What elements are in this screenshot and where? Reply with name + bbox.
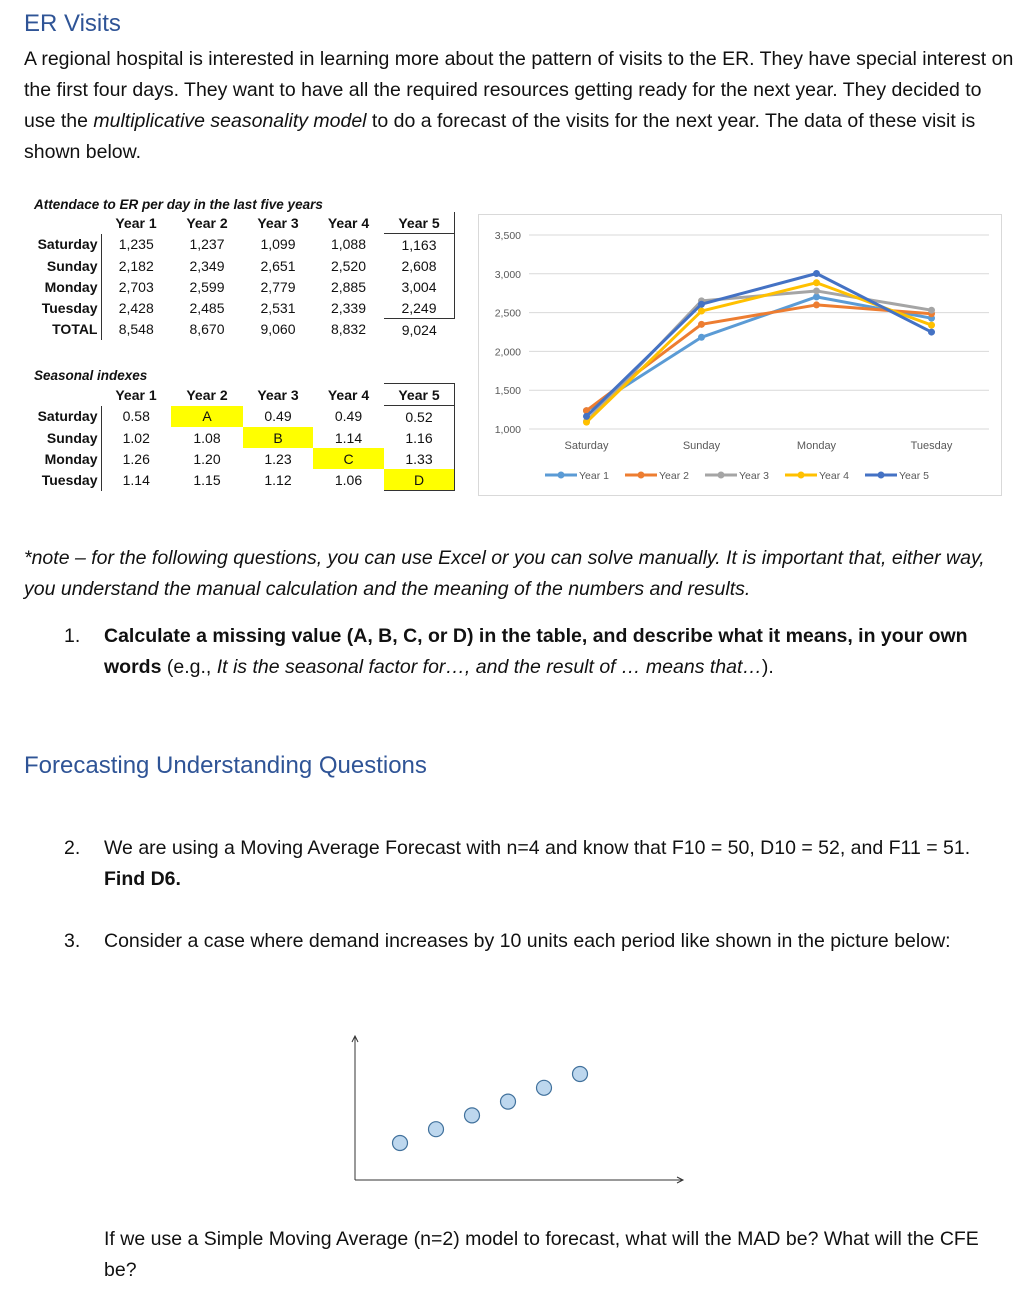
cell: 0.49: [264, 408, 292, 425]
cell: 2,885: [330, 278, 367, 295]
x-tick-label: Saturday: [564, 440, 609, 452]
table-row: [36, 427, 455, 448]
row-label: Monday: [36, 276, 101, 297]
legend-label: Year 5: [899, 470, 929, 482]
seasonal-table-block: [34, 368, 455, 491]
y-tick-label: 1,500: [494, 385, 521, 398]
question-number: 2.: [64, 837, 81, 859]
row-label: Tuesday: [36, 297, 101, 319]
question-text: [104, 833, 1014, 895]
cell: 2,339: [330, 299, 367, 316]
cell: 1.12: [264, 471, 292, 488]
demand-point: [429, 1122, 444, 1137]
cell: 9,060: [260, 321, 296, 338]
data-point: [813, 287, 820, 294]
row-label: Saturday: [36, 406, 101, 428]
cell: 2,779: [260, 278, 296, 295]
cell: 2,531: [260, 299, 296, 316]
cell: 1.14: [122, 471, 150, 488]
data-point: [928, 322, 935, 329]
legend-label: Year 2: [659, 470, 689, 482]
data-point: [928, 329, 935, 336]
attendance-title: Attendace to ER per day in the last five years: [34, 197, 323, 212]
col-header: Year 3: [257, 214, 299, 231]
cell: 1.33: [384, 448, 455, 469]
series-line: [587, 305, 932, 411]
data-point: [698, 301, 705, 308]
legend-marker: [638, 472, 645, 479]
attendance-table-block: [34, 197, 455, 340]
cell: 1.15: [193, 471, 221, 488]
cell: 1,088: [330, 236, 367, 253]
cell: 1,163: [384, 234, 455, 256]
question-2: [64, 833, 1014, 897]
legend-marker: [558, 472, 565, 479]
seasonal-header-row: [36, 384, 455, 406]
question-3: [64, 926, 1014, 990]
question-3-followup: If we use a Simple Moving Average (n=2) model to forecast, what will the MAD be? What will the CFE be?: [104, 1228, 979, 1281]
col-header: Year 1: [115, 214, 157, 231]
legend-marker: [878, 472, 885, 479]
col-header: Year 4: [327, 386, 370, 403]
cell: 1.23: [264, 450, 292, 467]
cell: 2,182: [118, 257, 154, 274]
cell: 2,349: [189, 257, 225, 274]
cell: 1,237: [189, 236, 225, 253]
demand-point: [537, 1080, 552, 1095]
cell: 8,548: [118, 321, 154, 338]
seasonal-table: [36, 383, 455, 491]
y-tick-label: 2,000: [494, 346, 521, 359]
demand-point: [501, 1094, 516, 1109]
row-label: Sunday: [36, 255, 101, 276]
row-label: Sunday: [36, 427, 101, 448]
col-header: Year 2: [186, 214, 228, 231]
cell: 1.20: [193, 450, 221, 467]
table-row: [36, 448, 455, 469]
legend-label: Year 3: [739, 470, 769, 482]
note-paragraph: *note – for the following questions, you can use Excel or you can solve manually. It is important that, either way, you understand the manual calculation and the meaning of the numbers and results.: [24, 547, 985, 600]
col-header: Year 3: [257, 386, 299, 403]
question-number: 3.: [64, 930, 81, 952]
legend-label: Year 1: [579, 470, 609, 482]
cell: 1.16: [384, 427, 455, 448]
x-tick-label: Sunday: [682, 440, 721, 452]
q1-mid: (e.g.,: [161, 656, 217, 678]
cell: 2,608: [384, 255, 455, 276]
col-header: Year 4: [327, 214, 370, 231]
data-point: [698, 321, 705, 328]
section-heading: Forecasting Understanding Questions: [24, 752, 427, 779]
cell: 1.14: [334, 429, 363, 446]
line-chart-svg: [479, 215, 1001, 495]
row-label: TOTAL: [36, 319, 101, 341]
data-point: [928, 307, 935, 314]
cell: 2,651: [260, 257, 296, 274]
x-tick-label: Monday: [796, 440, 837, 452]
y-tick-label: 1,000: [494, 424, 521, 436]
q1-bold: Calculate a missing value (A, B, C, or D) in the table, and describe what it means, in your own words: [104, 625, 968, 678]
cell: 0.49: [334, 408, 363, 425]
col-header: Year 5: [384, 384, 455, 406]
question-1: [64, 621, 1014, 685]
cell: 1.26: [122, 450, 150, 467]
corner-cell: [36, 212, 101, 234]
cell: 2,520: [330, 257, 367, 274]
series-line: [587, 283, 932, 422]
demand-point: [465, 1108, 480, 1123]
cell: 0.58: [122, 408, 150, 425]
cell: 1.02: [122, 429, 150, 446]
cell: 2,703: [118, 278, 154, 295]
missing-cell-c: C: [313, 448, 384, 469]
data-point: [698, 334, 705, 341]
missing-cell-b: B: [243, 427, 313, 448]
intro-paragraph: [24, 44, 1018, 168]
intro-before: A regional hospital is interested in learning more about the pattern of visits to the ER. They have special interest on the first four days. They want to have all the required resources getting ready for the next year. They decided to use the: [24, 48, 1014, 132]
cell: 0.52: [384, 406, 455, 428]
cell: 2,428: [118, 299, 154, 316]
demand-point: [573, 1067, 588, 1082]
missing-cell-a: A: [171, 406, 243, 428]
cell: 2,249: [384, 297, 455, 319]
q1-end: ).: [761, 656, 774, 678]
data-point: [813, 270, 820, 277]
attendance-header-row: [36, 212, 455, 234]
cell: 1.06: [334, 471, 363, 488]
cell: 8,832: [330, 321, 367, 338]
missing-cell-d: D: [384, 469, 455, 491]
col-header: Year 1: [115, 386, 157, 403]
row-label: Monday: [36, 448, 101, 469]
legend-marker: [718, 472, 725, 479]
cell: 1.08: [193, 429, 221, 446]
cell: 2,599: [189, 278, 225, 295]
total-row: [36, 319, 455, 341]
question-number: 1.: [64, 625, 81, 647]
col-header: Year 2: [186, 386, 228, 403]
table-row: [36, 234, 455, 256]
data-point: [583, 413, 590, 420]
demand-scatter-figure: [340, 1025, 700, 1195]
x-tick-label: Tuesday: [910, 440, 953, 452]
y-tick-label: 3,000: [494, 268, 521, 281]
cell: 1,235: [118, 236, 154, 253]
q2-text: We are using a Moving Average Forecast with n=4 and know that F10 = 50, D10 = 52, and F11 = 51.: [104, 837, 971, 859]
y-tick-label: 3,500: [494, 230, 521, 242]
cell: 3,004: [384, 276, 455, 297]
row-label: Saturday: [36, 234, 101, 256]
seasonal-title: Seasonal indexes: [34, 368, 148, 383]
page-title: ER Visits: [24, 10, 121, 37]
legend-label: Year 4: [819, 470, 849, 482]
q2-bold: Find D6.: [104, 868, 181, 890]
data-point: [813, 301, 820, 308]
question-text: [104, 621, 1014, 683]
intro-model: multiplicative seasonality model: [93, 110, 367, 132]
table-row: [36, 255, 455, 276]
cell: 9,024: [401, 321, 437, 338]
intro-after: to do a forecast of the visits for the next year. The data of these visit is shown below.: [24, 110, 976, 163]
demand-point: [393, 1136, 408, 1151]
er-visits-line-chart: [478, 214, 1002, 496]
cell: 1,099: [260, 236, 296, 253]
question-text: Consider a case where demand increases by 10 units each period like shown in the picture below:: [104, 930, 951, 952]
table-row: [36, 406, 455, 428]
table-row: [36, 469, 455, 491]
y-tick-label: 2,500: [494, 307, 521, 320]
q1-italic: It is the seasonal factor for…, and the result of … means that…: [216, 656, 762, 678]
table-row: [36, 297, 455, 319]
cell: 8,670: [189, 321, 225, 338]
cell: 2,485: [189, 299, 225, 316]
data-point: [813, 279, 820, 286]
legend-marker: [798, 472, 805, 479]
row-label: Tuesday: [36, 469, 101, 491]
attendance-table: [36, 212, 455, 340]
corner-cell: [36, 384, 101, 406]
col-header: Year 5: [384, 212, 455, 234]
table-row: [36, 276, 455, 297]
